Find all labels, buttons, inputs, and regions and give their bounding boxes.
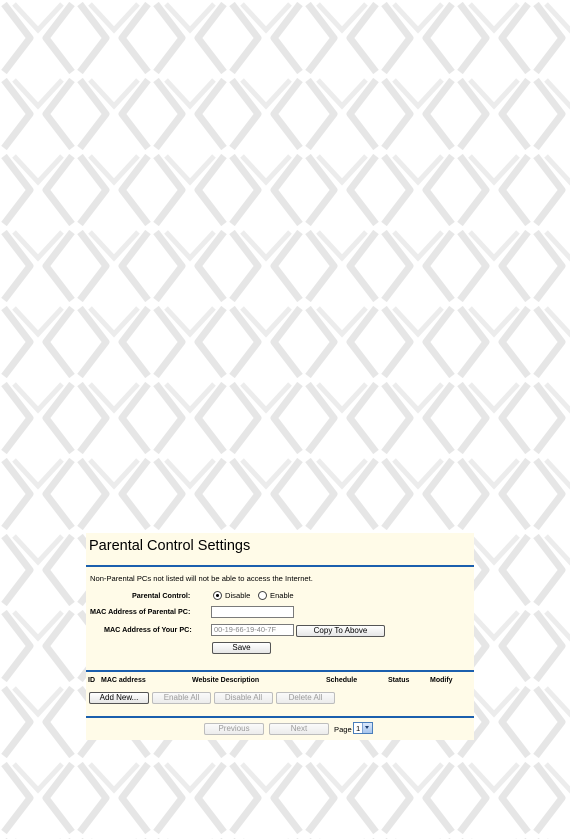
header-schedule: Schedule — [326, 677, 358, 684]
disable-radio-label: Disable — [225, 591, 251, 600]
enable-all-button[interactable]: Enable All — [152, 692, 211, 704]
header-id: ID — [88, 677, 95, 684]
enable-radio[interactable] — [258, 591, 267, 600]
header-modify: Modify — [430, 677, 453, 684]
page-title: Parental Control Settings — [89, 538, 251, 554]
page-label: Page — [334, 725, 352, 734]
mac-parental-label: MAC Address of Parental PC: — [90, 607, 191, 616]
page-select-value: 1 — [356, 724, 361, 733]
footer-divider — [86, 716, 474, 718]
next-button[interactable]: Next — [269, 723, 329, 735]
mac-your-input[interactable]: 00-19-66-19-40-7F — [211, 624, 294, 636]
mac-parental-input[interactable] — [211, 606, 294, 618]
disable-all-button[interactable]: Disable All — [214, 692, 273, 704]
notice-text: Non-Parental PCs not listed will not be able to access the Internet. — [90, 574, 313, 583]
disable-radio[interactable] — [213, 591, 222, 600]
enable-radio-label: Enable — [270, 591, 294, 600]
mac-your-label: MAC Address of Your PC: — [104, 625, 192, 634]
parental-control-panel — [86, 533, 474, 740]
page-select[interactable] — [353, 722, 373, 734]
header-mac-address: MAC address — [101, 677, 146, 684]
parental-control-label: Parental Control: — [132, 591, 191, 600]
chevron-down-icon — [362, 723, 372, 733]
save-button[interactable]: Save — [212, 642, 271, 654]
delete-all-button[interactable]: Delete All — [276, 692, 335, 704]
copy-to-above-button[interactable]: Copy To Above — [296, 625, 385, 637]
previous-button[interactable]: Previous — [204, 723, 264, 735]
header-website-description: Website Description — [192, 677, 260, 684]
header-status: Status — [388, 677, 410, 684]
section-divider — [86, 670, 474, 672]
add-new-button[interactable]: Add New... — [89, 692, 149, 704]
title-divider — [86, 565, 474, 567]
